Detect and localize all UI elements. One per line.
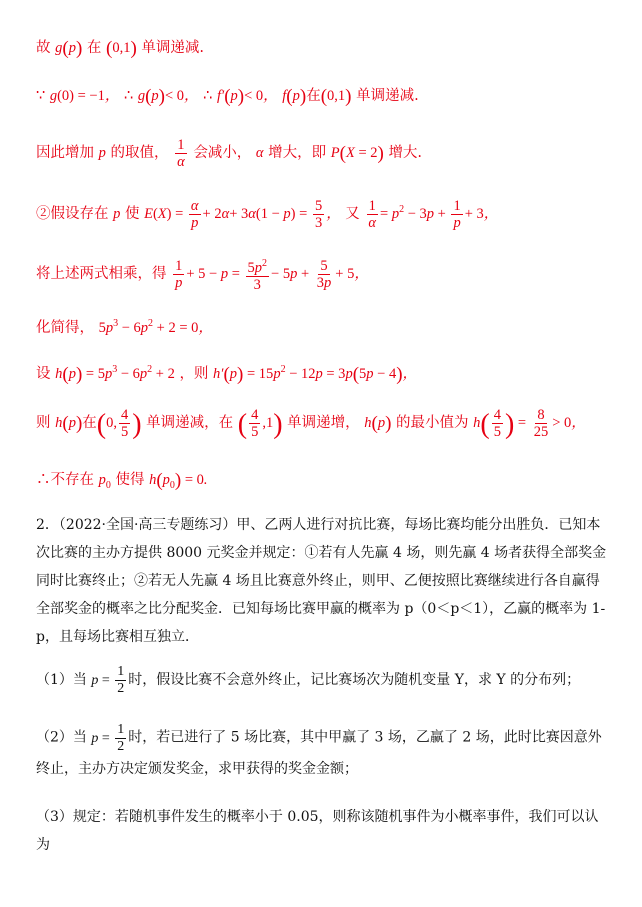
math-interval: (0,1) [105, 38, 137, 59]
solution-line-8: 则 h(p)在(0, $\frac{4}{5}$ ) 单调递减，在 ( $\frac{4}{5}$ ,1) 单调递增， h(p) 的最小值为 h( $\frac{4}{5}$ ) = $\frac{8}{25}$ > 0， [36, 407, 586, 441]
text: 增大. [388, 145, 423, 161]
solution-line-2: ∵ g(0) = −1， ∴ g(p)< 0， ∴ f′(p)< 0， f(p)在(0,1) 单调递减. [36, 86, 419, 107]
math-prob: P(X = 2) [330, 143, 384, 164]
problem-intro: 2．（2022·全国·高三专题练习）甲、乙两人进行对抗比赛，每场比赛均能分出胜负．已知本次比赛的主办方提供 8000 元奖金并规定：①若有人先赢 4 场，则先赢 4 场者获得全部奖金同时比赛终止；②若无人先赢 4 场且比赛意外终止，则甲、乙便按照比赛继续进行各自赢得全部奖金的概率之比分配奖金．已知每场比赛甲赢的概率为 p（0＜p＜1），乙赢的概率为 1-p，且每场比赛相互独立． [36, 517, 607, 645]
text: 则 [36, 415, 51, 431]
text: 化简得， [36, 320, 94, 336]
text: 又 [345, 206, 360, 222]
solution-line-3 [36, 133, 422, 174]
text: 会减小， [193, 145, 252, 161]
math-gp-lt0: g(p)< 0， [137, 86, 199, 107]
math-h-prime: $h'(p) = 15p^2 - 12p = 3p(5p - 4)$， [213, 364, 418, 385]
math-fp: f(p) [282, 86, 307, 107]
math-fprime: f′(p)< 0， [216, 86, 278, 107]
solution-line-5 [36, 254, 369, 294]
text: 在 [86, 40, 102, 56]
math-p-half: p = $\frac{1}{2}$ [91, 664, 125, 697]
text: 单调递减. [356, 88, 419, 104]
text: 设 [36, 366, 51, 382]
math-alpha-eq: $\frac{1}{\alpha}$ = $p^2 - 3p$ + $\frac{1}{p}$ + 3， [368, 198, 499, 232]
text: 因此增加 [36, 145, 94, 161]
text: 使 [124, 206, 140, 222]
text: ∴不存在 [36, 472, 94, 488]
solution-line-7 [36, 360, 417, 385]
math-interval-2: ( $\frac{4}{5}$ ,1) [237, 407, 283, 441]
question-2 [36, 722, 610, 783]
math-alpha: α [255, 145, 264, 161]
math-h-p0: $h(p_0) = 0$. [149, 470, 208, 491]
math-p: p [98, 145, 106, 161]
question-3: （3）规定：若随机事件发生的概率小于 0.05，则称该随机事件为小概率事件，我们可以认为 [36, 809, 599, 853]
text: 时，若已进行了 5 场比赛，其中甲赢了 3 场，乙赢了 2 场，此时比赛因意外终止，主办方决定颁发奖金，求甲获得的奖金金额； [36, 729, 602, 777]
solution-line-1 [36, 38, 204, 59]
solution-line-6 [36, 314, 213, 338]
math-product: $\frac{1}{p}$ + 5 − p = $\frac{5p^2}{3}$ − 5p + $\frac{5}{3p}$ + 5， [175, 258, 369, 294]
math-h-min: h( $\frac{4}{5}$ ) = $\frac{8}{25}$ > 0， [473, 407, 586, 441]
text: 使得 [115, 472, 145, 488]
solution-line-4 [36, 190, 498, 234]
math-h: h(p) [55, 413, 83, 434]
math-h-def: $h(p) = 5p^3 - 6p^2 + 2$ [55, 364, 175, 385]
text: 增大，即 [268, 145, 327, 161]
text: 单调递增， [287, 415, 360, 431]
text: 故 [36, 40, 51, 56]
because-symbol: ∵ [36, 88, 46, 104]
math-g-p: g(p) [55, 38, 83, 59]
text: ②假设存在 [36, 206, 109, 222]
math-h: h(p) [364, 413, 392, 434]
question-1 [36, 660, 580, 701]
frac-1-alpha: $\frac{1}{\alpha}$ [177, 136, 185, 170]
math-expectation: E(X) = $\frac{\alpha}{p}$ + 2α+ 3α(1 − p) = $\frac{5}{3}$ ， [144, 198, 341, 232]
text: （1）当 [36, 672, 87, 688]
therefore-symbol: ∴ [123, 88, 134, 104]
text: 时，假设比赛不会意外终止，记比赛场次为随机变量 Y，求 Y 的分布列； [128, 672, 581, 688]
solution-line-9 [36, 470, 208, 496]
math-p-half: p = $\frac{1}{2}$ [91, 722, 125, 754]
math-p0: $p_0$ [98, 472, 111, 491]
text: 的最小值为 [396, 415, 469, 431]
math-simplified: $5p^3 - 6p^2 + 2 = 0$， [98, 318, 213, 336]
text: 单调递减. [141, 40, 204, 56]
text: （2）当 [36, 729, 87, 746]
text: 单调递减，在 [146, 415, 234, 431]
text: ，则 [179, 366, 209, 382]
math-interval-1: (0, $\frac{4}{5}$ ) [96, 407, 142, 441]
text: 将上述两式相乘，得 [36, 266, 167, 282]
text: 的取值， [110, 145, 169, 161]
math-g0: g(0) = −1， [49, 88, 120, 104]
math-p: p [113, 206, 121, 222]
